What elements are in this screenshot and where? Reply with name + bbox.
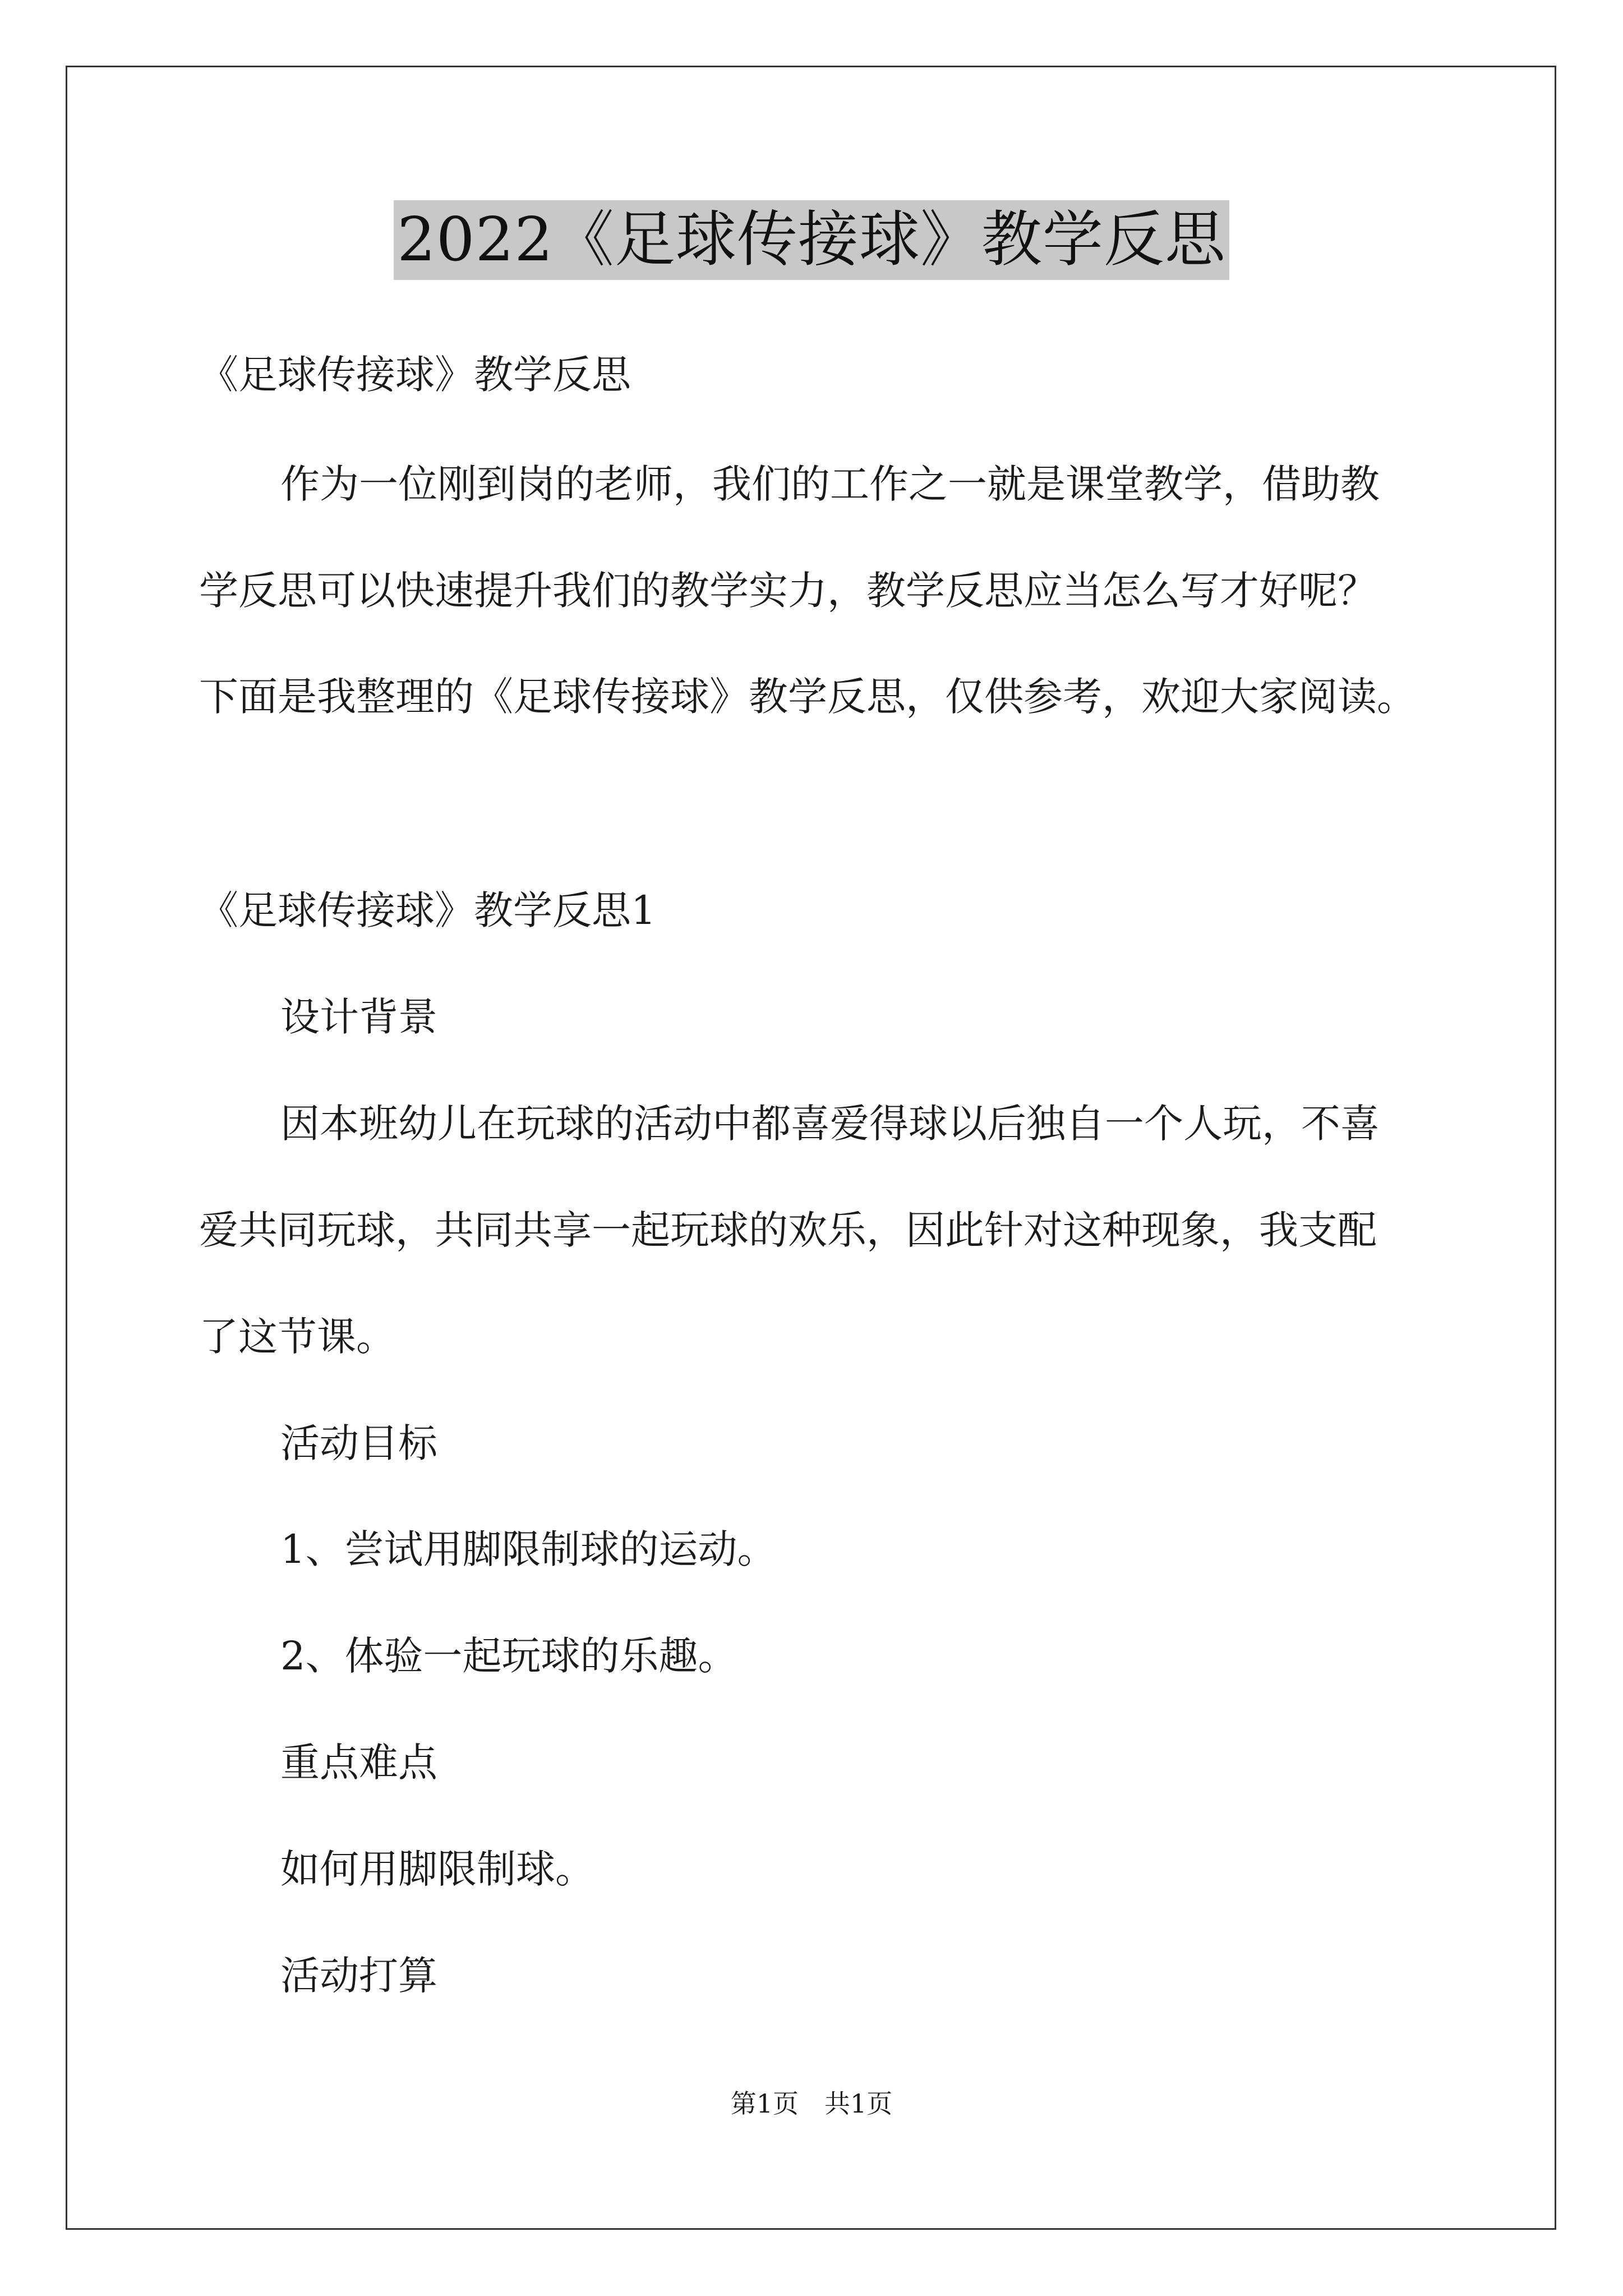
paragraph-line: 下面是我整理的《足球传接球》教学反思，仅供参考，欢迎大家阅读。 [199, 674, 1416, 720]
paragraph-line: 学反思可以快速提升我们的教学实力，教学反思应当怎么写才好呢？ [199, 568, 1377, 614]
subtitle-line: 《足球传接球》教学反思 [199, 352, 631, 398]
list-item: 1、尝试用脚限制球的运动。 [280, 1526, 777, 1572]
section-heading: 《足球传接球》教学反思1 [199, 887, 656, 933]
paragraph-line: 因本班幼儿在玩球的活动中都喜爱得球以后独自一个人玩，不喜 [280, 1101, 1380, 1147]
subheading-line: 活动目标 [280, 1420, 437, 1466]
paragraph-line: 如何用脚限制球。 [280, 1846, 594, 1892]
paragraph-line: 了这节课。 [199, 1314, 395, 1360]
document-title: 2022《足球传接球》教学反思 [394, 200, 1229, 280]
paragraph-line: 爱共同玩球，共同共享一起玩球的欢乐，因此针对这种现象，我支配 [199, 1207, 1377, 1253]
list-item: 2、体验一起玩球的乐趣。 [280, 1633, 737, 1679]
subheading-line: 设计背景 [280, 994, 437, 1040]
title-container [0, 200, 1623, 280]
subheading-line: 活动打算 [280, 1953, 437, 1999]
paragraph-line: 作为一位刚到岗的老师，我们的工作之一就是课堂教学，借助教 [280, 461, 1380, 507]
subheading-line: 重点难点 [280, 1740, 437, 1786]
page-footer: 第1页 共1页 [730, 2088, 893, 2119]
